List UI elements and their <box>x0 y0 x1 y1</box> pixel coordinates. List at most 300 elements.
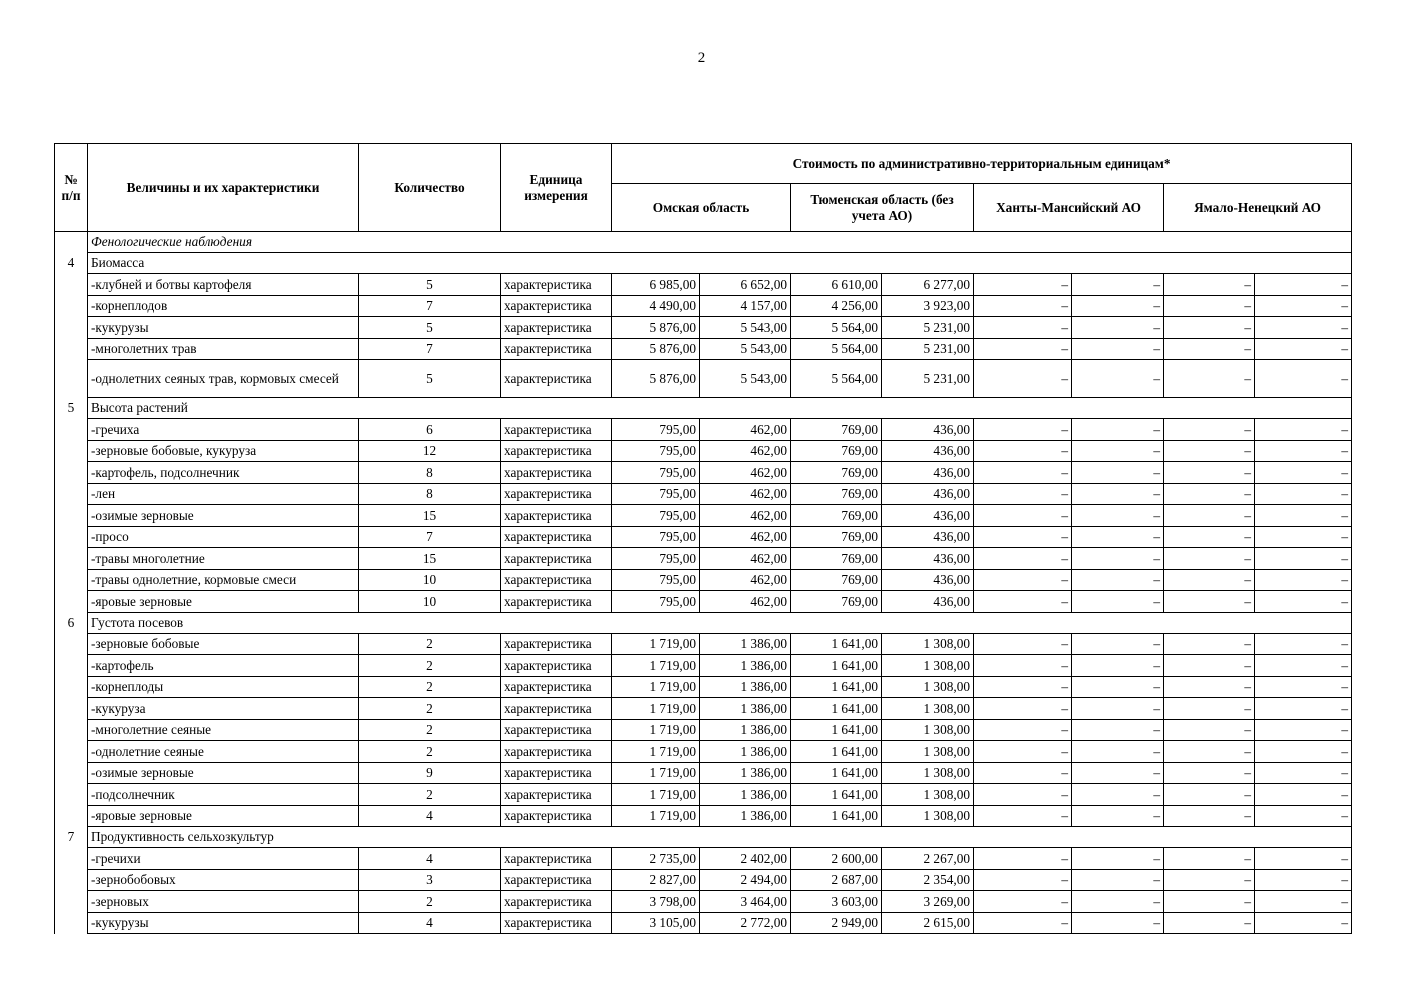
table-row <box>55 869 1352 891</box>
item-unit: характеристика <box>501 569 612 591</box>
item-name: -кукурузы <box>88 317 359 339</box>
cost-value: 5 231,00 <box>882 360 974 398</box>
item-quantity: 2 <box>359 655 501 677</box>
item-quantity: 5 <box>359 317 501 339</box>
cost-value: 1 308,00 <box>882 719 974 741</box>
group-title: Продуктивность сельхозкультур <box>88 827 1352 848</box>
cost-value: 4 256,00 <box>791 295 882 317</box>
cost-value: 1 641,00 <box>791 698 882 720</box>
cost-table <box>54 143 1352 934</box>
row-number: 6 <box>55 612 88 633</box>
item-quantity: 4 <box>359 805 501 827</box>
cost-dash: – <box>1072 655 1164 677</box>
cost-value: 795,00 <box>612 505 700 527</box>
cost-dash: – <box>974 274 1072 296</box>
item-name: -зерновые бобовые, кукуруза <box>88 440 359 462</box>
cost-dash: – <box>1072 633 1164 655</box>
item-name: -картофель <box>88 655 359 677</box>
item-unit: характеристика <box>501 360 612 398</box>
cost-dash: – <box>1255 676 1352 698</box>
cost-dash: – <box>1255 317 1352 339</box>
cost-value: 1 386,00 <box>700 741 791 763</box>
item-quantity: 5 <box>359 360 501 398</box>
item-quantity: 8 <box>359 483 501 505</box>
cost-dash: – <box>1255 869 1352 891</box>
table-row <box>55 569 1352 591</box>
cost-dash: – <box>1072 526 1164 548</box>
table-row <box>55 274 1352 296</box>
item-quantity: 15 <box>359 505 501 527</box>
item-quantity: 2 <box>359 633 501 655</box>
group-title: Высота растений <box>88 398 1352 419</box>
cost-value: 5 543,00 <box>700 338 791 360</box>
item-unit: характеристика <box>501 548 612 570</box>
row-number <box>55 805 88 827</box>
cost-value: 2 615,00 <box>882 912 974 934</box>
cost-value: 5 564,00 <box>791 360 882 398</box>
cost-dash: – <box>1164 548 1255 570</box>
item-quantity: 2 <box>359 741 501 763</box>
row-number <box>55 848 88 870</box>
cost-value: 6 985,00 <box>612 274 700 296</box>
row-number <box>55 505 88 527</box>
row-number <box>55 591 88 613</box>
item-unit: характеристика <box>501 655 612 677</box>
table-row <box>55 419 1352 441</box>
cost-value: 1 308,00 <box>882 698 974 720</box>
header-region-tyumen: Тюменская область (без учета АО) <box>791 184 974 232</box>
item-name: -однолетние сеяные <box>88 741 359 763</box>
cost-dash: – <box>974 440 1072 462</box>
item-unit: характеристика <box>501 848 612 870</box>
cost-dash: – <box>1255 698 1352 720</box>
cost-value: 6 610,00 <box>791 274 882 296</box>
cost-value: 1 386,00 <box>700 676 791 698</box>
item-name: -клубней и ботвы картофеля <box>88 274 359 296</box>
cost-value: 1 719,00 <box>612 676 700 698</box>
cost-value: 462,00 <box>700 526 791 548</box>
cost-value: 2 735,00 <box>612 848 700 870</box>
cost-dash: – <box>1164 569 1255 591</box>
cost-value: 1 386,00 <box>700 633 791 655</box>
cost-dash: – <box>1072 784 1164 806</box>
cost-dash: – <box>1072 698 1164 720</box>
item-quantity: 2 <box>359 698 501 720</box>
item-quantity: 6 <box>359 419 501 441</box>
table-row <box>55 762 1352 784</box>
cost-value: 462,00 <box>700 569 791 591</box>
cost-value: 795,00 <box>612 462 700 484</box>
cost-value: 1 641,00 <box>791 633 882 655</box>
cost-dash: – <box>1255 741 1352 763</box>
table-row <box>55 462 1352 484</box>
row-number <box>55 548 88 570</box>
cost-dash: – <box>1255 548 1352 570</box>
item-quantity: 7 <box>359 338 501 360</box>
cost-dash: – <box>1255 338 1352 360</box>
cost-value: 769,00 <box>791 440 882 462</box>
cost-dash: – <box>1164 360 1255 398</box>
cost-dash: – <box>1072 891 1164 913</box>
item-name: -многолетние сеяные <box>88 719 359 741</box>
cost-value: 1 308,00 <box>882 633 974 655</box>
cost-dash: – <box>974 419 1072 441</box>
header-num: № п/п <box>55 144 88 232</box>
item-quantity: 5 <box>359 274 501 296</box>
item-quantity: 10 <box>359 591 501 613</box>
cost-value: 1 719,00 <box>612 698 700 720</box>
cost-dash: – <box>1255 360 1352 398</box>
cost-value: 769,00 <box>791 462 882 484</box>
item-name: -яровые зерновые <box>88 805 359 827</box>
cost-dash: – <box>1072 505 1164 527</box>
row-number <box>55 912 88 934</box>
cost-dash: – <box>1072 591 1164 613</box>
cost-dash: – <box>1164 338 1255 360</box>
cost-value: 3 464,00 <box>700 891 791 913</box>
cost-value: 5 231,00 <box>882 338 974 360</box>
row-number <box>55 762 88 784</box>
cost-dash: – <box>1072 274 1164 296</box>
cost-value: 2 687,00 <box>791 869 882 891</box>
cost-dash: – <box>1164 591 1255 613</box>
cost-value: 1 641,00 <box>791 655 882 677</box>
cost-value: 436,00 <box>882 483 974 505</box>
item-quantity: 7 <box>359 526 501 548</box>
table-row <box>55 591 1352 613</box>
item-name: -травы многолетние <box>88 548 359 570</box>
table-row <box>55 741 1352 763</box>
cost-dash: – <box>974 741 1072 763</box>
cost-value: 436,00 <box>882 591 974 613</box>
item-unit: характеристика <box>501 633 612 655</box>
cost-value: 1 719,00 <box>612 655 700 677</box>
cost-value: 5 876,00 <box>612 338 700 360</box>
cost-dash: – <box>1255 805 1352 827</box>
cost-value: 1 386,00 <box>700 784 791 806</box>
section-row <box>55 232 1352 253</box>
item-quantity: 15 <box>359 548 501 570</box>
cost-dash: – <box>1072 869 1164 891</box>
cost-dash: – <box>1164 719 1255 741</box>
cost-value: 1 719,00 <box>612 633 700 655</box>
cost-dash: – <box>1255 295 1352 317</box>
cost-value: 2 402,00 <box>700 848 791 870</box>
cost-dash: – <box>974 338 1072 360</box>
row-number <box>55 719 88 741</box>
cost-dash: – <box>1164 762 1255 784</box>
cost-value: 1 386,00 <box>700 719 791 741</box>
table-row <box>55 655 1352 677</box>
cost-dash: – <box>1164 505 1255 527</box>
row-number <box>55 569 88 591</box>
cost-value: 1 386,00 <box>700 805 791 827</box>
row-number: 5 <box>55 398 88 419</box>
cost-value: 795,00 <box>612 591 700 613</box>
cost-value: 5 876,00 <box>612 317 700 339</box>
cost-dash: – <box>1072 762 1164 784</box>
cost-value: 462,00 <box>700 505 791 527</box>
cost-value: 4 157,00 <box>700 295 791 317</box>
cost-dash: – <box>1164 633 1255 655</box>
item-name: -гречихи <box>88 848 359 870</box>
cost-value: 1 719,00 <box>612 719 700 741</box>
cost-dash: – <box>1255 462 1352 484</box>
cost-value: 5 543,00 <box>700 317 791 339</box>
cost-dash: – <box>1164 891 1255 913</box>
item-quantity: 4 <box>359 848 501 870</box>
cost-dash: – <box>974 655 1072 677</box>
cost-dash: – <box>1164 676 1255 698</box>
group-row <box>55 253 1352 274</box>
item-unit: характеристика <box>501 784 612 806</box>
cost-dash: – <box>974 676 1072 698</box>
cost-dash: – <box>974 848 1072 870</box>
cost-dash: – <box>1255 655 1352 677</box>
section-title: Фенологические наблюдения <box>88 232 1352 253</box>
cost-value: 1 719,00 <box>612 762 700 784</box>
table-row <box>55 295 1352 317</box>
cost-dash: – <box>1072 440 1164 462</box>
item-quantity: 10 <box>359 569 501 591</box>
cost-value: 1 308,00 <box>882 762 974 784</box>
group-row <box>55 827 1352 848</box>
cost-dash: – <box>1072 569 1164 591</box>
cost-value: 795,00 <box>612 419 700 441</box>
item-unit: характеристика <box>501 741 612 763</box>
cost-dash: – <box>1164 483 1255 505</box>
table-row <box>55 912 1352 934</box>
row-number <box>55 232 88 253</box>
cost-dash: – <box>1255 891 1352 913</box>
cost-dash: – <box>1255 784 1352 806</box>
item-quantity: 9 <box>359 762 501 784</box>
cost-dash: – <box>1255 419 1352 441</box>
item-name: -озимые зерновые <box>88 762 359 784</box>
item-quantity: 2 <box>359 676 501 698</box>
group-row <box>55 612 1352 633</box>
cost-value: 6 652,00 <box>700 274 791 296</box>
header-unit: Единица измерения <box>501 144 612 232</box>
item-unit: характеристика <box>501 440 612 462</box>
cost-dash: – <box>974 317 1072 339</box>
table-row <box>55 719 1352 741</box>
item-quantity: 12 <box>359 440 501 462</box>
table-row <box>55 317 1352 339</box>
item-name: -корнеплоды <box>88 676 359 698</box>
cost-value: 462,00 <box>700 440 791 462</box>
item-name: -зерновые бобовые <box>88 633 359 655</box>
cost-dash: – <box>1164 912 1255 934</box>
cost-dash: – <box>974 698 1072 720</box>
cost-value: 1 308,00 <box>882 741 974 763</box>
item-unit: характеристика <box>501 274 612 296</box>
cost-value: 436,00 <box>882 462 974 484</box>
cost-value: 769,00 <box>791 548 882 570</box>
cost-value: 1 719,00 <box>612 741 700 763</box>
cost-dash: – <box>1072 741 1164 763</box>
cost-dash: – <box>1164 784 1255 806</box>
cost-value: 462,00 <box>700 591 791 613</box>
cost-value: 2 600,00 <box>791 848 882 870</box>
cost-dash: – <box>1164 295 1255 317</box>
item-quantity: 8 <box>359 462 501 484</box>
row-number <box>55 274 88 296</box>
row-number <box>55 869 88 891</box>
cost-value: 6 277,00 <box>882 274 974 296</box>
row-number <box>55 698 88 720</box>
cost-value: 436,00 <box>882 505 974 527</box>
item-name: -просо <box>88 526 359 548</box>
group-row <box>55 398 1352 419</box>
cost-dash: – <box>974 762 1072 784</box>
cost-value: 5 876,00 <box>612 360 700 398</box>
cost-value: 1 641,00 <box>791 805 882 827</box>
cost-value: 2 267,00 <box>882 848 974 870</box>
item-name: -лен <box>88 483 359 505</box>
table-row <box>55 440 1352 462</box>
table-row <box>55 784 1352 806</box>
cost-dash: – <box>1072 338 1164 360</box>
cost-value: 5 564,00 <box>791 317 882 339</box>
cost-dash: – <box>974 295 1072 317</box>
cost-value: 1 386,00 <box>700 655 791 677</box>
cost-value: 769,00 <box>791 526 882 548</box>
cost-value: 5 543,00 <box>700 360 791 398</box>
item-unit: характеристика <box>501 805 612 827</box>
item-unit: характеристика <box>501 505 612 527</box>
cost-value: 1 641,00 <box>791 784 882 806</box>
row-number <box>55 440 88 462</box>
cost-value: 2 354,00 <box>882 869 974 891</box>
item-name: -кукурузы <box>88 912 359 934</box>
cost-dash: – <box>974 548 1072 570</box>
table-row <box>55 698 1352 720</box>
cost-value: 1 386,00 <box>700 698 791 720</box>
row-number <box>55 360 88 398</box>
cost-dash: – <box>974 869 1072 891</box>
cost-value: 3 923,00 <box>882 295 974 317</box>
cost-dash: – <box>974 891 1072 913</box>
cost-value: 1 308,00 <box>882 784 974 806</box>
item-name: -зернобобовых <box>88 869 359 891</box>
row-number <box>55 462 88 484</box>
cost-dash: – <box>1072 419 1164 441</box>
row-number <box>55 295 88 317</box>
table-row <box>55 891 1352 913</box>
cost-dash: – <box>1072 719 1164 741</box>
row-number <box>55 676 88 698</box>
cost-value: 2 494,00 <box>700 869 791 891</box>
group-title: Густота посевов <box>88 612 1352 633</box>
cost-value: 1 641,00 <box>791 719 882 741</box>
cost-dash: – <box>1255 505 1352 527</box>
row-number <box>55 483 88 505</box>
item-unit: характеристика <box>501 676 612 698</box>
cost-value: 3 603,00 <box>791 891 882 913</box>
cost-dash: – <box>1072 676 1164 698</box>
header-region-omsk: Омская область <box>612 184 791 232</box>
row-number: 4 <box>55 253 88 274</box>
cost-value: 1 308,00 <box>882 676 974 698</box>
cost-value: 436,00 <box>882 526 974 548</box>
cost-dash: – <box>974 633 1072 655</box>
item-unit: характеристика <box>501 462 612 484</box>
item-name: -яровые зерновые <box>88 591 359 613</box>
cost-dash: – <box>1072 295 1164 317</box>
table-row <box>55 676 1352 698</box>
item-unit: характеристика <box>501 483 612 505</box>
row-number <box>55 784 88 806</box>
cost-value: 795,00 <box>612 483 700 505</box>
cost-dash: – <box>974 719 1072 741</box>
cost-value: 462,00 <box>700 419 791 441</box>
cost-dash: – <box>1164 741 1255 763</box>
table-row <box>55 526 1352 548</box>
cost-value: 436,00 <box>882 419 974 441</box>
table-row <box>55 338 1352 360</box>
item-name: -кукуруза <box>88 698 359 720</box>
item-unit: характеристика <box>501 698 612 720</box>
row-number <box>55 633 88 655</box>
cost-dash: – <box>974 912 1072 934</box>
table-row <box>55 483 1352 505</box>
header-quantity: Количество <box>359 144 501 232</box>
cost-dash: – <box>1072 805 1164 827</box>
cost-value: 462,00 <box>700 548 791 570</box>
cost-value: 1 719,00 <box>612 805 700 827</box>
cost-value: 436,00 <box>882 440 974 462</box>
cost-dash: – <box>1072 548 1164 570</box>
cost-value: 436,00 <box>882 548 974 570</box>
cost-value: 1 386,00 <box>700 762 791 784</box>
item-unit: характеристика <box>501 317 612 339</box>
cost-value: 795,00 <box>612 548 700 570</box>
cost-value: 5 564,00 <box>791 338 882 360</box>
cost-value: 1 641,00 <box>791 762 882 784</box>
table-row <box>55 548 1352 570</box>
cost-dash: – <box>1164 462 1255 484</box>
cost-dash: – <box>1164 317 1255 339</box>
cost-value: 462,00 <box>700 462 791 484</box>
cost-value: 769,00 <box>791 483 882 505</box>
item-unit: характеристика <box>501 719 612 741</box>
table-row <box>55 633 1352 655</box>
cost-value: 1 308,00 <box>882 655 974 677</box>
cost-dash: – <box>1255 912 1352 934</box>
item-quantity: 2 <box>359 784 501 806</box>
cost-dash: – <box>1072 848 1164 870</box>
item-name: -озимые зерновые <box>88 505 359 527</box>
cost-dash: – <box>1255 569 1352 591</box>
cost-dash: – <box>1255 719 1352 741</box>
item-unit: характеристика <box>501 591 612 613</box>
cost-dash: – <box>974 483 1072 505</box>
item-name: -однолетних сеяных трав, кормовых смесей <box>88 360 359 398</box>
item-name: -травы однолетние, кормовые смеси <box>88 569 359 591</box>
cost-dash: – <box>1164 440 1255 462</box>
header-region-khmao: Ханты-Мансийский АО <box>974 184 1164 232</box>
cost-value: 2 772,00 <box>700 912 791 934</box>
cost-dash: – <box>974 591 1072 613</box>
cost-value: 769,00 <box>791 591 882 613</box>
cost-dash: – <box>1072 317 1164 339</box>
cost-dash: – <box>974 569 1072 591</box>
cost-dash: – <box>1164 655 1255 677</box>
table-row <box>55 848 1352 870</box>
table-row <box>55 805 1352 827</box>
cost-value: 436,00 <box>882 569 974 591</box>
